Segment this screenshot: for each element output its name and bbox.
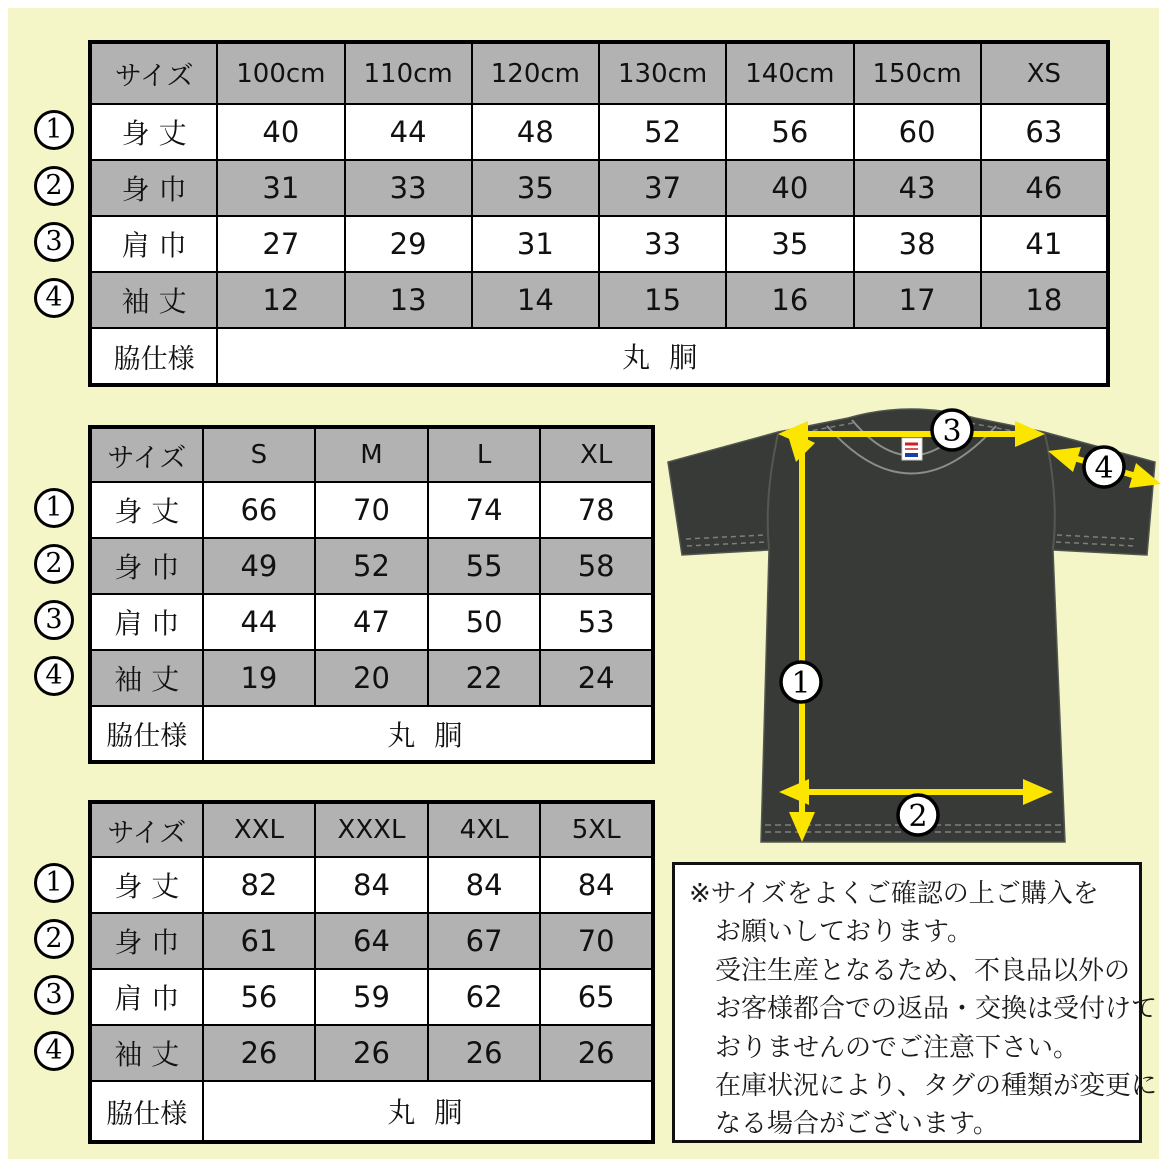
- row-marker-4: 4: [34, 1031, 74, 1071]
- size-value: 70: [315, 482, 428, 538]
- notice-line: おりませんのでご注意下さい。: [715, 1032, 1080, 1063]
- size-value: 18: [981, 272, 1108, 328]
- notice-line: なる場合がございます。: [715, 1109, 999, 1140]
- size-value: 22: [428, 650, 541, 706]
- size-header-label: サイズ: [90, 802, 203, 857]
- size-value: 31: [472, 216, 599, 272]
- size-value: 55: [428, 538, 541, 594]
- size-value: 67: [428, 913, 541, 969]
- row-label: 身 巾: [90, 913, 203, 969]
- size-value: 24: [540, 650, 653, 706]
- footer-label: 脇仕様: [90, 328, 217, 385]
- size-value: 59: [315, 969, 428, 1025]
- measurement-row: [90, 216, 1108, 272]
- size-value: 16: [726, 272, 853, 328]
- size-value: 35: [726, 216, 853, 272]
- svg-text:3: 3: [942, 414, 962, 449]
- size-value: 29: [345, 216, 472, 272]
- measurement-row: [90, 594, 653, 650]
- big-xxl-5xl-sizes: [88, 800, 655, 1144]
- size-value: 60: [854, 104, 981, 160]
- size-value: 19: [203, 650, 316, 706]
- size-column-header: XXXL: [315, 802, 428, 857]
- size-value: 44: [203, 594, 316, 650]
- size-column-header: 110cm: [345, 42, 472, 104]
- footer-value: 丸 胴: [217, 328, 1108, 385]
- size-value: 84: [540, 857, 653, 913]
- size-column-header: XL: [540, 427, 653, 482]
- size-value: 46: [981, 160, 1108, 216]
- footer-value: 丸 胴: [203, 706, 653, 762]
- size-column-header: L: [428, 427, 541, 482]
- size-value: 40: [217, 104, 344, 160]
- size-value: 13: [345, 272, 472, 328]
- notice-line: お客様都合での返品・交換は受付けて: [715, 994, 1158, 1025]
- tshirt-measurement-diagram: [655, 405, 1167, 855]
- row-label: 身 巾: [90, 160, 217, 216]
- measurement-row: [90, 482, 653, 538]
- size-value: 84: [315, 857, 428, 913]
- size-column-header: 120cm: [472, 42, 599, 104]
- measurement-row: [90, 913, 653, 969]
- size-value: 43: [854, 160, 981, 216]
- size-column-header: 150cm: [854, 42, 981, 104]
- size-value: 27: [217, 216, 344, 272]
- svg-text:2: 2: [908, 799, 928, 834]
- row-marker-1: 1: [34, 488, 74, 528]
- size-value: 58: [540, 538, 653, 594]
- size-value: 56: [726, 104, 853, 160]
- size-value: 52: [315, 538, 428, 594]
- measurement-row: [90, 1025, 653, 1081]
- row-marker-2: 2: [34, 544, 74, 584]
- notice-line: 受注生産となるため、不良品以外の: [715, 955, 1130, 986]
- size-header-label: サイズ: [90, 42, 217, 104]
- size-value: 52: [599, 104, 726, 160]
- measurement-row: [90, 104, 1108, 160]
- footer-value: 丸 胴: [203, 1081, 653, 1142]
- footer-label: 脇仕様: [90, 706, 203, 762]
- row-label: 肩 巾: [90, 216, 217, 272]
- measurement-row: [90, 650, 653, 706]
- size-column-header: 100cm: [217, 42, 344, 104]
- size-value: 31: [217, 160, 344, 216]
- size-value: 26: [540, 1025, 653, 1081]
- diagram-marker-1: [781, 662, 821, 702]
- size-value: 12: [217, 272, 344, 328]
- size-value: 44: [345, 104, 472, 160]
- row-label: 袖 丈: [90, 1025, 203, 1081]
- size-value: 70: [540, 913, 653, 969]
- measurement-row: [90, 857, 653, 913]
- size-value: 26: [203, 1025, 316, 1081]
- row-label: 身 丈: [90, 857, 203, 913]
- size-value: 47: [315, 594, 428, 650]
- purchase-notice-box: [672, 862, 1158, 1143]
- size-value: 20: [315, 650, 428, 706]
- size-column-header: 140cm: [726, 42, 853, 104]
- size-value: 65: [540, 969, 653, 1025]
- row-marker-4: 4: [34, 278, 74, 318]
- size-value: 33: [345, 160, 472, 216]
- size-value: 40: [726, 160, 853, 216]
- row-marker-1: 1: [34, 110, 74, 150]
- size-value: 35: [472, 160, 599, 216]
- svg-text:4: 4: [1094, 451, 1114, 486]
- row-label: 袖 丈: [90, 272, 217, 328]
- size-column-header: XXL: [203, 802, 316, 857]
- size-value: 41: [981, 216, 1108, 272]
- row-label: 身 丈: [90, 482, 203, 538]
- size-value: 56: [203, 969, 316, 1025]
- row-marker-2: 2: [34, 919, 74, 959]
- kids-size-table-section: [88, 40, 1110, 387]
- size-value: 49: [203, 538, 316, 594]
- size-column-header: 4XL: [428, 802, 541, 857]
- notice-line: 在庫状況により、タグの種類が変更に: [715, 1071, 1158, 1102]
- size-value: 17: [854, 272, 981, 328]
- measurement-row: [90, 160, 1108, 216]
- size-column-header: 5XL: [540, 802, 653, 857]
- size-column-header: 130cm: [599, 42, 726, 104]
- svg-text:1: 1: [791, 666, 811, 701]
- size-value: 37: [599, 160, 726, 216]
- measurement-row: [90, 969, 653, 1025]
- brand-tag-icon: [902, 438, 922, 460]
- diagram-marker-3: [932, 410, 972, 450]
- adult-s-xl-sizes: [88, 425, 655, 764]
- size-value: 38: [854, 216, 981, 272]
- size-value: 15: [599, 272, 726, 328]
- size-header-label: サイズ: [90, 427, 203, 482]
- adult-size-table-section: [88, 425, 655, 764]
- row-label: 身 巾: [90, 538, 203, 594]
- size-value: 66: [203, 482, 316, 538]
- footer-label: 脇仕様: [90, 1081, 203, 1142]
- size-column-header: M: [315, 427, 428, 482]
- row-label: 身 丈: [90, 104, 217, 160]
- size-value: 78: [540, 482, 653, 538]
- size-column-header: S: [203, 427, 316, 482]
- size-value: 50: [428, 594, 541, 650]
- row-marker-3: 3: [34, 222, 74, 262]
- measurement-row: [90, 272, 1108, 328]
- size-value: 26: [428, 1025, 541, 1081]
- diagram-marker-4: [1084, 447, 1124, 487]
- row-label: 肩 巾: [90, 969, 203, 1025]
- diagram-marker-2: [898, 795, 938, 835]
- row-marker-3: 3: [34, 600, 74, 640]
- notice-line: ※サイズをよくご確認の上ご購入を: [689, 879, 1099, 909]
- size-value: 63: [981, 104, 1108, 160]
- size-value: 48: [472, 104, 599, 160]
- size-value: 82: [203, 857, 316, 913]
- row-marker-4: 4: [34, 656, 74, 696]
- size-value: 61: [203, 913, 316, 969]
- row-label: 肩 巾: [90, 594, 203, 650]
- size-value: 14: [472, 272, 599, 328]
- notice-line: お願いしております。: [715, 917, 973, 948]
- big-size-table-section: [88, 800, 655, 1144]
- kids-xs-sizes: [88, 40, 1110, 387]
- size-value: 53: [540, 594, 653, 650]
- row-marker-2: 2: [34, 166, 74, 206]
- size-column-header: XS: [981, 42, 1108, 104]
- measurement-row: [90, 538, 653, 594]
- row-label: 袖 丈: [90, 650, 203, 706]
- size-value: 26: [315, 1025, 428, 1081]
- row-marker-1: 1: [34, 863, 74, 903]
- size-value: 74: [428, 482, 541, 538]
- row-marker-3: 3: [34, 975, 74, 1015]
- size-value: 84: [428, 857, 541, 913]
- size-value: 62: [428, 969, 541, 1025]
- size-value: 64: [315, 913, 428, 969]
- size-value: 33: [599, 216, 726, 272]
